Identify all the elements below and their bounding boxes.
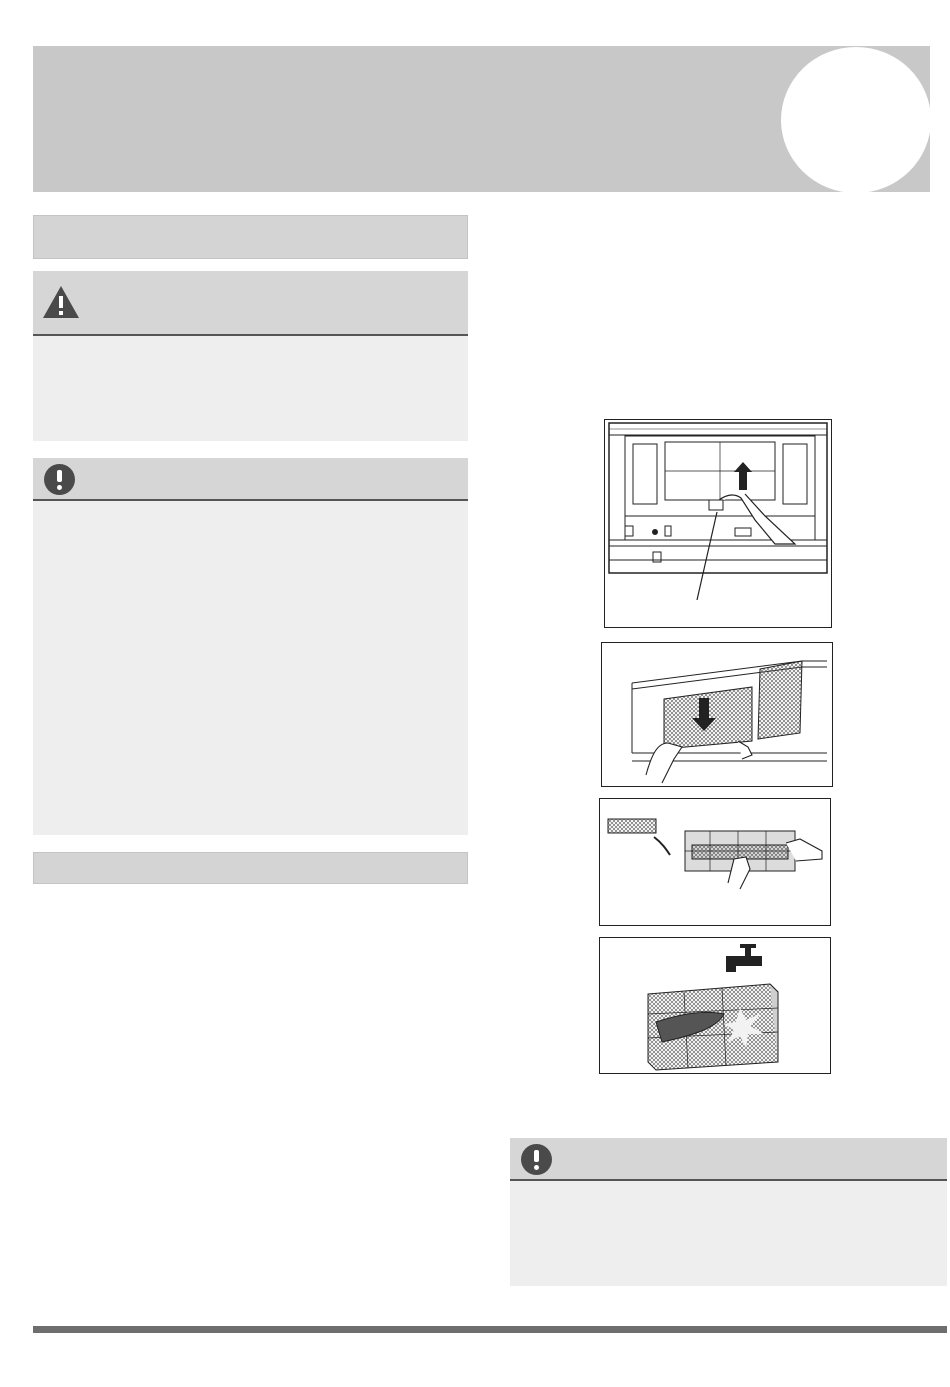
figure-wash-filter xyxy=(599,937,831,1074)
exclamation-icon xyxy=(521,1144,552,1175)
note-header xyxy=(510,1138,947,1181)
header-circle xyxy=(781,47,931,193)
figure-remove-air-filter xyxy=(601,642,833,787)
remove-air-filter-illustration xyxy=(602,643,832,786)
warning-header xyxy=(33,271,468,336)
wash-filter-illustration xyxy=(600,938,830,1073)
figure-detach-filter xyxy=(599,798,831,926)
note-body xyxy=(510,1181,947,1286)
section-bar-2 xyxy=(33,852,468,884)
section-bar-1 xyxy=(33,215,468,259)
exclamation-icon xyxy=(44,464,75,495)
warning-triangle-icon xyxy=(41,284,81,320)
caution-header xyxy=(33,458,468,501)
warning-body xyxy=(33,336,468,441)
tap-icon xyxy=(726,944,762,972)
detach-filter-illustration xyxy=(600,799,830,925)
footer-rule xyxy=(33,1326,947,1333)
caution-body xyxy=(33,501,468,835)
figure-open-front-panel xyxy=(604,419,832,628)
open-front-panel-illustration xyxy=(605,420,831,627)
